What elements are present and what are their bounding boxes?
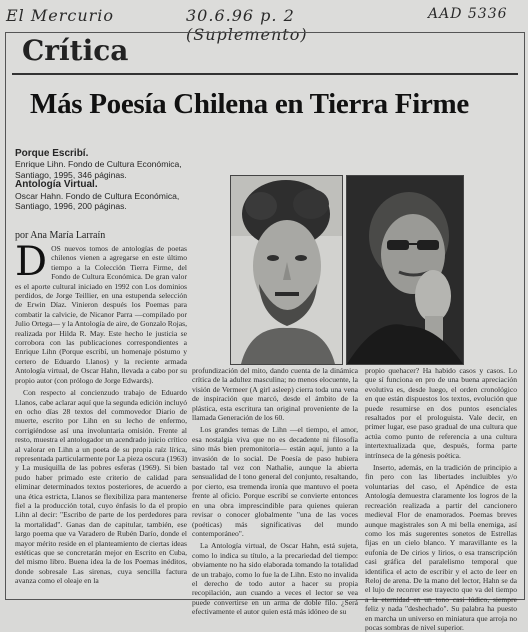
book-title: Porque Escribí. (15, 148, 89, 159)
article-paragraph: propio quehacer? Ha habido casos y casos. Lo que sí funciona en pro de una buena apreciación evolutiva es, desde luego, el orden cronológico en que están dispuestos los textos, evolución que puede resumirse en dos puntos esenciales resaltados por el prologuista. Vale decir, en primer lugar, ese paso gradual de una cultura que actúa como punto de referencia a una cultura intertextualizada que, después, forma parte intrínseca de la génesis poética. (365, 366, 517, 460)
article-paragraph: Con respecto al concienzudo trabajo de Eduardo Llanos, cabe aclarar aquí que la segunda edición incluyó en ocho días 28 textos del commovedor Diario de muerte, escrito por Lihn en su lecho de enfermo, corrigiéndose así una involuntaria omisión. Frente al resto, muestra el antologador un acendrado juicio crítico al valorar en Lihn a un poeta de su propia raíz lírica, representada particularmente por La pieza oscura (1963) y La musiquilla de las pobres esferas (1969). Si bien pudo haber primado este criterio de calidad para eliminar determinados textos posteriores, de acuerdo a una ética estricta, Llanos se flexibiliza para mantenerse fiel a la producción total, cuyo énfasis lo da el propio Lihn al decir: "Escribo de parte de los perdedores para la mortalidad". Ganas dan de capitular, también, ese largo poema que va Varadero de Rubén Darío, donde el mayor mérito reside en el planteamiento de ciertas ideas estéticas que se concretarán mejor en Escrito en Cuba, del mismo libro. Buena idea la de los Poemas inéditos, donde sobresale Las sirenas, cuya sencilla factura avanza como el oleaje en la (15, 388, 187, 586)
article-column-3 (365, 366, 517, 632)
author-photo-hahn (346, 175, 464, 365)
book-title: Antología Virtual. (15, 179, 98, 191)
paragraph-text: OS nuevos tomos de antologías de poetas chilenos vienen a agregarse en este último tiempo a la Colección Tierra Firme, del Fondo de Cultura Económica. De gran valor es el aporte cultural iniciado en 1992 con Los dominios perdidos, de Jorge Teillier, en una estupenda selección de Erwin Díaz. Vinieron después los Poemas para combatir la calvicie, de Nicanor Parra —compilado por Julio Ortega— y la Antología de aire, de Gonzalo Rojas, realizada por Hilda R. May. Este hecho le justicia se corrobora con las publicaciones correspondientes a Enrique Lihn (Porque escribí, un homenaje póstumo y certero de Eduardo Llanos) y la reciente armada Antología virtual, de Oscar Hahn, llevada a cabo por su propio autor (con prólogo de Jorge Edwards). (15, 244, 187, 385)
article-paragraph: profundización del mito, dando cuenta de la dinámica crítica de la adultez masculina; no menos elocuente, la visión de Vermeer (A girl asleep) cierra toda una vena de inspiración que marcó, desde el ámbito de la plástica, esta escritura tan original proveniente de la llamada Generación de los 60. (192, 366, 358, 423)
article-headline: Más Poesía Chilena en Tierra Firme (30, 88, 469, 120)
article-paragraph: Los grandes temas de Lihn —el tiempo, el amor, esa nostalgia viva que no es decadente ni filosofía sino más bien premonitoria— están aquí, junto a la invasión de lo social. De Poesía de paso hubiera bastado tal vez con Nathalie, aunque la abierta sensualidad de l tono general del conjunto, resaltando, por cierto, esa tremenda ironía que mantuvo el poeta frente al oficio. Porque escribí se convierte entonces en una obra imprescindible para quienes quieran revisar o conocer globalmente "una de las voces (poéticas) más significativas del mundo contemporáneo". (192, 425, 358, 538)
handwritten-archive-code: AAD 5336 (428, 6, 508, 22)
article-paragraph: Inserto, además, en la tradición de principio a fin pero con las libertades incluibles y/o voluntarias del caso, el Apéndice de esta Antología demuestra claramente los logros de la recreación realizada a partir del cancionero medieval Flor de enamorados. Poemas breves aunque magistrales son A mi bella enemiga, así como los más sugerentes sonetos de Estrellas fijas en un cielo blanco. Y maravillante es la eufonía de De cirios y lirios, o esa transcripción casi gráfica del paralelismo temporal que identifica el acto de escribir y el acto de leer en Reloj de arena. De la mano del lector, Hahn se da el lujo de recorrer ese trayecto que va del tiempo a la eternidad en un tono casi lúdico, siempre feliz y nada "deshechado". Su palabra ha puesto en marcha un universo en miniatura que arroja no pocas sombras de nivel superior. (365, 463, 517, 632)
section-rubric: Crítica (22, 34, 129, 67)
rubric-divider (12, 73, 518, 75)
portrait-illustration (231, 176, 342, 364)
byline: por Ana María Larraín (15, 230, 106, 241)
book-details: Enrique Lihn. Fondo de Cultura Económica, Santiago, 1995, 346 páginas. (15, 159, 182, 180)
author-photo-lihn (230, 175, 343, 365)
book-references (15, 149, 215, 211)
book-reference (15, 180, 215, 211)
article-column-1 (15, 239, 187, 594)
article-column-2 (192, 366, 358, 617)
handwritten-date-note: 30.6.96 p. 2 (Suplemento) (186, 6, 308, 44)
handwritten-source-note: El Mercurio (6, 6, 115, 25)
drop-cap: D (15, 239, 48, 285)
article-paragraph: La Antología virtual, de Oscar Hahn, está sujeta, como lo indica su título, a la precariedad del tiempo: obviamente no ha sido elaborada tomando la totalidad de un trabajo, como lo fue la de Lihn. Esto no invalida el derecho de todo autor a hacer su propia recopilación, aun cuando a veces el lector se vea puede convertirse en un arma de doble filo. ¿Será efectivamente el autor quien está más idóneo de su (192, 541, 358, 617)
book-details: Oscar Hahn. Fondo de Cultura Económica, Santiago, 1996, 200 páginas. (15, 190, 180, 212)
article-paragraph (15, 239, 187, 385)
portrait-illustration (347, 176, 463, 364)
book-reference (15, 149, 215, 180)
